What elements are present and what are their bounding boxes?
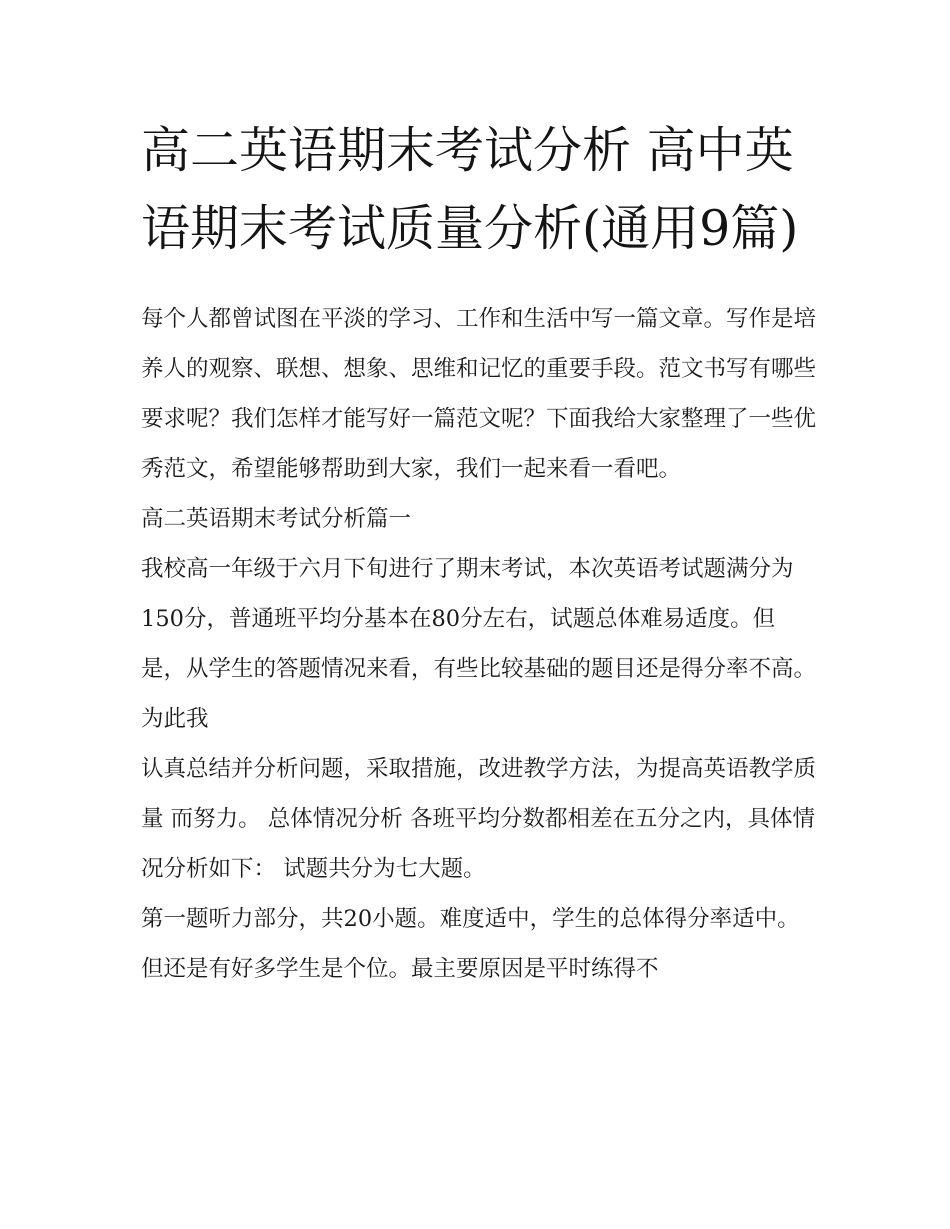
body-paragraph: 第一题听力部分，共20小题。难度适中，学生的总体得分率适中。但还是有好多学生是个位。最主要原因是平时练得不 <box>141 906 800 982</box>
document-title: 高二英语期末考试分析 高中英语期末考试质量分析(通用9篇) <box>141 122 799 257</box>
document-body <box>141 112 816 994</box>
intro-paragraph: 每个人都曾试图在平淡的学习、工作和生活中写一篇文章。写作是培养人的观察、联想、想象、思维和记忆的重要手段。范文书写有哪些要求呢？我们怎样才能写好一篇范文呢？下面我给大家整理了一些优秀范文，希望能够帮助到大家，我们一起来看一看吧。 <box>141 306 817 482</box>
body-paragraph: 认真总结并分析问题，采取措施，改进教学方法，为提高英语教学质量 而努力。 总体情况分析 各班平均分数都相差在五分之内，具体情况分析如下： 试题共分为七大题。 <box>141 756 817 882</box>
body-paragraph: 我校高一年级于六月下旬进行了期末考试，本次英语考试题满分为150分，普通班平均分基本在80分左右，试题总体难易适度。但是，从学生的答题情况来看，有些比较基础的题目还是得分率不高。为此我 <box>141 556 817 732</box>
section-heading: 高二英语期末考试分析篇一 <box>141 506 412 532</box>
